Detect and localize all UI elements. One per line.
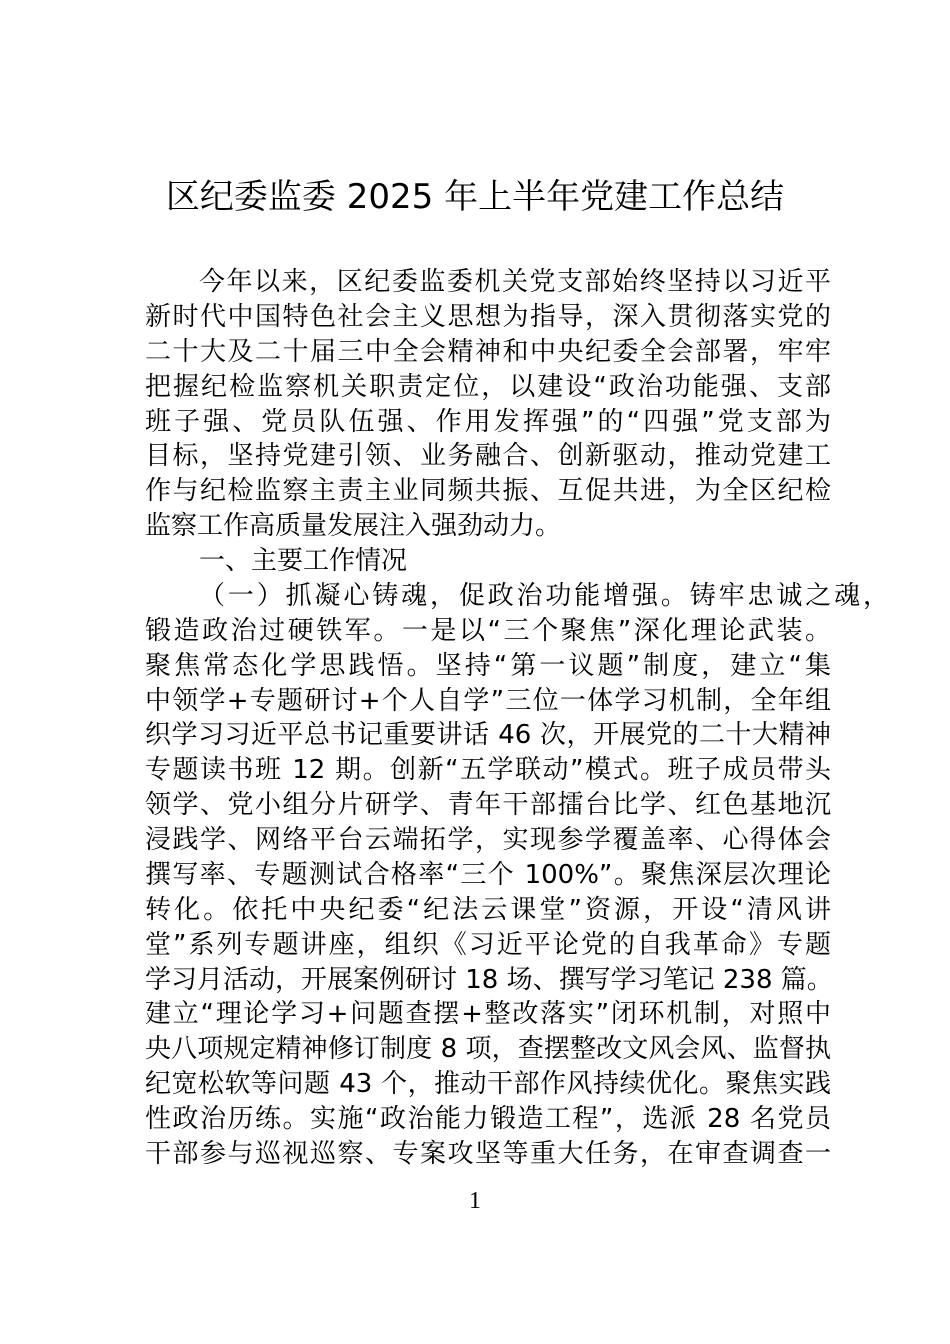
document-body — [145, 265, 889, 1172]
paragraph-section-1 — [145, 579, 889, 1172]
text-line: （一）抓凝心铸魂，促政治功能增强。铸牢忠诚之魂， — [199, 580, 889, 611]
paragraph-intro — [145, 265, 831, 544]
text-line: 领学、党小组分片研学、青年干部擂台比学、红色基地沉 — [145, 790, 831, 821]
text-line: 监察工作高质量发展注入强劲动力。 — [145, 511, 562, 542]
text-line: 聚焦常态化学思践悟。坚持“第一议题”制度，建立“集 — [145, 650, 831, 681]
text-line: 专题读书班 12 期。创新“五学联动”模式。班子成员带头 — [145, 755, 831, 786]
text-line: 浸践学、网络平台云端拓学，实现参学覆盖率、心得体会 — [145, 825, 831, 855]
text-line: 撰写率、专题测试合格率“三个 100%”。聚焦深层次理论 — [145, 859, 831, 890]
text-line: 干部参与巡视巡察、专案攻坚等重大任务，在审查调查一 — [145, 1138, 831, 1169]
text-line: 把握纪检监察机关职责定位，以建设“政治功能强、支部 — [145, 371, 831, 402]
text-line: 中领学+专题研讨+个人自学”三位一体学习机制，全年组 — [145, 685, 831, 716]
text-line: 织学习习近平总书记重要讲话 46 次，开展党的二十大精神 — [145, 720, 831, 751]
text-line: 新时代中国特色社会主义思想为指导，深入贯彻落实党的 — [145, 301, 831, 332]
text-line: 纪宽松软等问题 43 个，推动干部作风持续优化。聚焦实践 — [145, 1069, 831, 1100]
text-line: 建立“理论学习+问题查摆+整改落实”闭环机制，对照中 — [145, 999, 831, 1030]
text-line: 转化。依托中央纪委“纪法云课堂”资源，开设“清风讲 — [145, 894, 831, 925]
text-line: 锻造政治过硬铁军。一是以“三个聚焦”深化理论武装。 — [145, 615, 831, 646]
text-line: 央八项规定精神修订制度 8 项，查摆整改文风会风、监督执 — [145, 1034, 831, 1065]
document-title: 区纪委监委 2025 年上半年党建工作总结 — [165, 177, 785, 217]
text-line: 班子强、党员队伍强、作用发挥强”的“四强”党支部为 — [145, 406, 831, 437]
text-line: 学习月活动，开展案例研讨 18 场、撰写学习笔记 238 篇。 — [145, 964, 833, 995]
text-line: 性政治历练。实施“政治能力锻造工程”，选派 28 名党员 — [145, 1104, 831, 1134]
text-line: 作与纪检监察主责主业同频共振、互促共进，为全区纪检 — [145, 476, 831, 507]
page-number: 1 — [469, 1188, 481, 1214]
text-line: 目标，坚持党建引领、业务融合、创新驱动，推动党建工 — [145, 441, 831, 472]
section-heading: 一、主要工作情况 — [199, 546, 408, 576]
text-line: 二十大及二十届三中全会精神和中央纪委全会部署，牢牢 — [145, 336, 831, 367]
text-line: 今年以来，区纪委监委机关党支部始终坚持以习近平 — [199, 267, 831, 297]
text-line: 堂”系列专题讲座，组织《习近平论党的自我革命》专题 — [145, 929, 831, 960]
